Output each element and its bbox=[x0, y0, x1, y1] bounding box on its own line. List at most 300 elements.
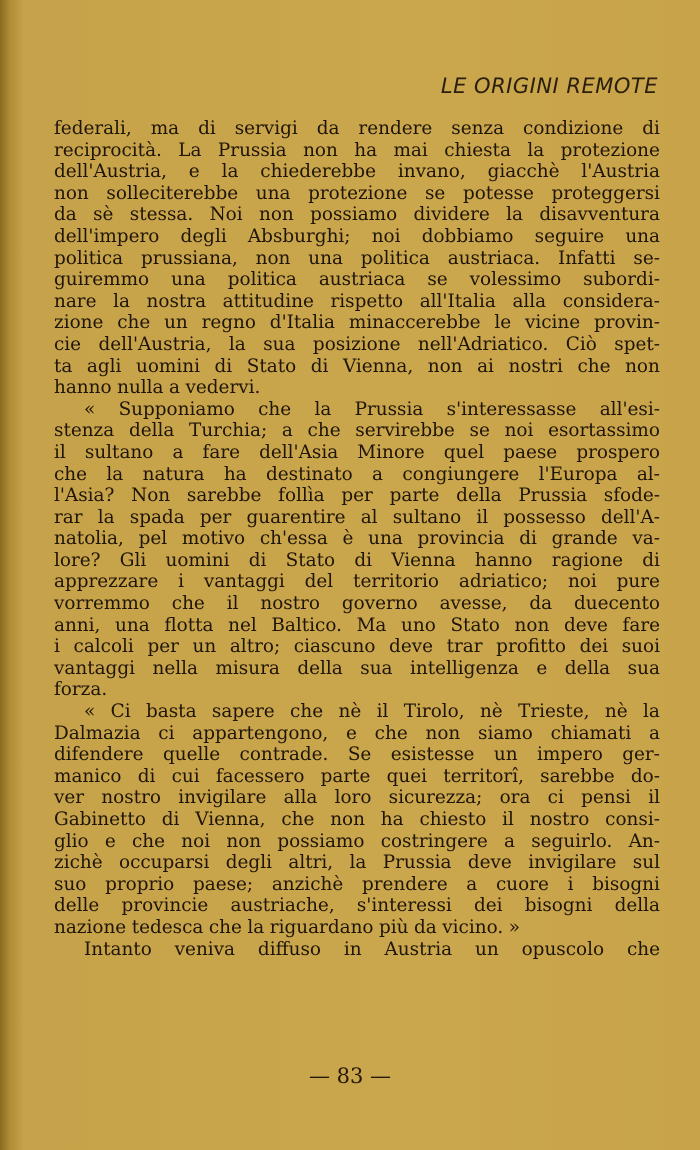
word: la bbox=[506, 204, 524, 226]
word: sè bbox=[93, 204, 114, 226]
text-line bbox=[54, 399, 660, 421]
word: anni, bbox=[54, 614, 101, 636]
word: Ma bbox=[356, 614, 387, 636]
word: nostra bbox=[146, 290, 207, 312]
word: chiamati bbox=[550, 722, 632, 744]
word: siamo bbox=[478, 722, 533, 744]
word: una bbox=[368, 528, 403, 550]
word: natura bbox=[142, 463, 205, 485]
word: se bbox=[424, 182, 446, 204]
word: la bbox=[228, 333, 246, 355]
text-line bbox=[54, 377, 660, 399]
word: glio bbox=[54, 830, 89, 852]
word: i bbox=[178, 571, 184, 593]
word: che bbox=[171, 593, 205, 615]
word: Trieste, bbox=[518, 701, 590, 723]
text-line bbox=[54, 679, 660, 701]
word: la bbox=[642, 701, 660, 723]
word: le bbox=[494, 312, 512, 334]
word: Minore bbox=[357, 441, 425, 463]
word: una bbox=[171, 269, 206, 291]
word: di bbox=[519, 528, 537, 550]
word: nostro bbox=[260, 593, 320, 615]
text-line bbox=[54, 226, 660, 248]
word: possiamo bbox=[310, 204, 398, 226]
word: s'interessi bbox=[356, 895, 452, 917]
word: noi bbox=[181, 830, 211, 852]
word: non bbox=[514, 614, 550, 636]
word: di bbox=[137, 765, 156, 787]
word: possesso bbox=[503, 506, 586, 528]
word: profitto bbox=[496, 636, 566, 658]
text-line bbox=[54, 183, 660, 205]
text-line bbox=[54, 161, 660, 183]
word: trar bbox=[446, 636, 483, 658]
word: rar bbox=[54, 506, 83, 528]
word: di bbox=[642, 549, 660, 571]
word: altri, bbox=[288, 852, 334, 874]
word: per bbox=[199, 506, 232, 528]
word: di bbox=[354, 549, 372, 571]
word: da bbox=[54, 204, 77, 226]
word: prendere bbox=[361, 873, 448, 895]
word: Vienna bbox=[391, 549, 456, 571]
word: provin- bbox=[593, 312, 660, 334]
word: non bbox=[255, 247, 291, 269]
word: esistesse bbox=[390, 744, 475, 766]
word: noi bbox=[504, 420, 534, 442]
word: dei bbox=[473, 895, 503, 917]
word: pensi bbox=[581, 787, 631, 809]
word: solleciterebbe bbox=[106, 182, 239, 204]
word: suo bbox=[54, 873, 87, 895]
word: nostro bbox=[101, 787, 161, 809]
word: del bbox=[304, 571, 334, 593]
text-line bbox=[54, 852, 660, 874]
word: Se bbox=[347, 744, 372, 766]
word: avesse, bbox=[439, 593, 508, 615]
word: follìa bbox=[278, 485, 325, 507]
word: spet- bbox=[614, 333, 660, 355]
word: dell'A- bbox=[601, 506, 660, 528]
text-line bbox=[54, 312, 660, 334]
word: da bbox=[529, 593, 553, 615]
word: territorio bbox=[353, 571, 440, 593]
word: Turchia; bbox=[189, 420, 268, 442]
word: all'esi- bbox=[599, 398, 660, 420]
word: sfode- bbox=[603, 485, 660, 507]
word: possiamo bbox=[277, 830, 365, 852]
word: se bbox=[427, 269, 448, 291]
word: non bbox=[258, 204, 294, 226]
word: chiederebbe bbox=[260, 161, 376, 183]
word: Infatti bbox=[557, 247, 616, 269]
word: da bbox=[316, 118, 340, 139]
word: natolia, bbox=[54, 528, 124, 550]
word: politica bbox=[360, 247, 430, 269]
word: nel bbox=[228, 614, 257, 636]
text-line bbox=[54, 442, 660, 464]
word: noi bbox=[371, 225, 401, 247]
word: vantaggi bbox=[54, 657, 135, 679]
text-line bbox=[54, 248, 660, 270]
word: giacchè bbox=[487, 161, 560, 183]
word: nostri bbox=[508, 355, 563, 377]
word: manico bbox=[54, 765, 122, 787]
word: che bbox=[258, 398, 292, 420]
text-line bbox=[54, 334, 660, 356]
word: politica bbox=[54, 247, 124, 269]
text-line bbox=[54, 831, 660, 853]
word: ch'essa bbox=[259, 528, 328, 550]
word: prussiana, bbox=[141, 247, 238, 269]
word: suoi bbox=[621, 636, 660, 658]
word: basta bbox=[146, 701, 197, 723]
word: a bbox=[172, 441, 184, 463]
word: potesse bbox=[462, 182, 534, 204]
word: duecento bbox=[573, 593, 660, 615]
word: che bbox=[577, 355, 611, 377]
word: calcoli bbox=[73, 636, 134, 658]
word: servirebbe bbox=[355, 420, 455, 442]
word: do- bbox=[630, 765, 660, 787]
word: se- bbox=[633, 247, 660, 269]
word: deve bbox=[389, 636, 433, 658]
word: consi- bbox=[605, 809, 660, 830]
word: motivo bbox=[181, 528, 246, 550]
word: nare bbox=[54, 290, 97, 312]
word: spada bbox=[129, 506, 185, 528]
word: Tirolo, bbox=[403, 701, 465, 723]
word: sua bbox=[627, 657, 660, 679]
word: in bbox=[343, 938, 362, 960]
word: Gabinetto bbox=[54, 809, 146, 830]
word: dei bbox=[579, 636, 609, 658]
word: uomini bbox=[165, 549, 230, 571]
word: che bbox=[626, 938, 660, 960]
word: veniva bbox=[174, 938, 236, 960]
word: Intanto bbox=[84, 938, 152, 960]
text-line bbox=[54, 269, 660, 291]
word: agli bbox=[86, 355, 122, 377]
word: congiungere bbox=[402, 463, 520, 485]
word: ha bbox=[354, 139, 378, 161]
word: che bbox=[132, 830, 166, 852]
word: una bbox=[625, 225, 660, 247]
word: a bbox=[466, 873, 478, 895]
page-number: — 83 — bbox=[308, 1064, 392, 1088]
word: zione bbox=[54, 312, 104, 334]
word: ha bbox=[223, 463, 247, 485]
word: paese bbox=[503, 441, 558, 463]
word: condizione bbox=[523, 118, 624, 139]
word: disavventura bbox=[539, 204, 660, 226]
word: ci bbox=[547, 787, 564, 809]
text-line bbox=[54, 895, 660, 917]
word: alla bbox=[283, 787, 318, 809]
word: austriaca bbox=[318, 269, 406, 291]
word: nè bbox=[604, 701, 628, 723]
word: Absburghi; bbox=[247, 225, 351, 247]
word: la bbox=[106, 463, 124, 485]
word: » bbox=[508, 916, 520, 938]
word: nella bbox=[152, 657, 198, 679]
word: non bbox=[54, 182, 89, 204]
word: di bbox=[214, 355, 233, 377]
word: opuscolo bbox=[521, 938, 605, 960]
word: non bbox=[425, 722, 461, 744]
word: vicino. bbox=[442, 916, 504, 938]
word: dell'Asia bbox=[259, 441, 339, 463]
word: Vienna, bbox=[195, 809, 266, 830]
word: la bbox=[97, 506, 115, 528]
word: e bbox=[346, 722, 357, 744]
word: Supponiamo bbox=[118, 398, 235, 420]
word: grande bbox=[551, 528, 618, 550]
word: l'Europa bbox=[538, 463, 618, 485]
text-line bbox=[54, 571, 660, 593]
text-line bbox=[54, 593, 660, 615]
word: di bbox=[161, 809, 180, 830]
word: Noi bbox=[209, 204, 243, 226]
word: Prussia bbox=[217, 139, 287, 161]
text-line bbox=[54, 550, 660, 572]
text-line bbox=[54, 939, 660, 961]
word: « bbox=[84, 701, 96, 723]
word: la bbox=[314, 398, 332, 420]
word: pure bbox=[616, 571, 660, 593]
word: uno bbox=[401, 614, 436, 636]
word: una bbox=[308, 247, 343, 269]
word: la bbox=[527, 139, 545, 161]
word: il bbox=[226, 593, 239, 615]
word: proteggersi bbox=[551, 182, 660, 204]
word: invigilare bbox=[528, 852, 617, 874]
word: ger- bbox=[622, 744, 660, 766]
word: hanno bbox=[474, 549, 533, 571]
word: proprio bbox=[105, 873, 175, 895]
word: un bbox=[475, 938, 499, 960]
word: ragione bbox=[551, 549, 623, 571]
word: stenza bbox=[54, 420, 115, 442]
text-line bbox=[54, 485, 660, 507]
word: parte bbox=[320, 765, 371, 787]
word: l'Austria bbox=[581, 161, 660, 183]
word: la bbox=[247, 916, 265, 938]
word: d'Italia bbox=[269, 312, 335, 334]
word: Prussia bbox=[354, 398, 424, 420]
word: altro; bbox=[229, 636, 281, 658]
word: protezione bbox=[308, 182, 408, 204]
text-line bbox=[54, 140, 660, 162]
word: quelle bbox=[162, 744, 221, 766]
word: reciprocità. bbox=[54, 139, 162, 161]
word: sultano bbox=[392, 506, 462, 528]
word: che bbox=[281, 809, 315, 830]
word: flotta bbox=[164, 614, 214, 636]
word: non bbox=[303, 139, 338, 161]
word: Ciò bbox=[565, 333, 597, 355]
word: seguire bbox=[534, 225, 605, 247]
word: politica bbox=[227, 269, 297, 291]
word: della bbox=[128, 420, 175, 442]
word: sarebbe bbox=[186, 485, 262, 507]
word: al- bbox=[636, 463, 660, 485]
word: la bbox=[113, 290, 130, 312]
word: anzichè bbox=[271, 873, 344, 895]
word: forza. bbox=[54, 679, 108, 701]
text-line bbox=[54, 636, 660, 658]
word: apprezzare bbox=[54, 571, 159, 593]
word: ciascuno bbox=[293, 636, 376, 658]
word: adriatico; bbox=[458, 571, 549, 593]
word: facessero bbox=[215, 765, 305, 787]
word: chiesto bbox=[419, 809, 487, 830]
word: un bbox=[192, 636, 217, 658]
word: pel bbox=[138, 528, 168, 550]
word: deve bbox=[563, 614, 608, 636]
word: paese; bbox=[192, 873, 254, 895]
word: sicurezza; bbox=[388, 787, 483, 809]
word: austriaca. bbox=[447, 247, 541, 269]
word: Stato bbox=[285, 549, 336, 571]
word: quel bbox=[443, 441, 485, 463]
word: da bbox=[414, 916, 437, 938]
word: diffuso bbox=[257, 938, 321, 960]
word: la bbox=[221, 161, 239, 183]
word: Ci bbox=[110, 701, 131, 723]
word: Vienna, bbox=[342, 355, 414, 377]
word: Stato bbox=[450, 614, 500, 636]
word: un bbox=[164, 312, 188, 334]
word: protezione bbox=[560, 139, 660, 161]
word: hanno bbox=[54, 377, 112, 399]
word: volessimo bbox=[469, 269, 562, 291]
word: « bbox=[84, 398, 96, 420]
word: s'interessasse bbox=[446, 398, 577, 420]
word: vorremmo bbox=[54, 593, 150, 615]
word: va- bbox=[632, 528, 660, 550]
word: i bbox=[54, 636, 60, 658]
text-line bbox=[54, 766, 660, 788]
word: non bbox=[226, 830, 262, 852]
word: provincie bbox=[121, 895, 209, 917]
word: all'Italia bbox=[419, 290, 496, 312]
word: Dalmazia bbox=[54, 722, 141, 744]
word: della bbox=[297, 657, 343, 679]
word: provincia bbox=[417, 528, 505, 550]
word: sarebbe bbox=[540, 765, 615, 787]
body-text bbox=[54, 118, 660, 960]
word: cui bbox=[171, 765, 200, 787]
word: ma bbox=[150, 118, 180, 139]
word: a bbox=[281, 420, 293, 442]
word: nè bbox=[479, 701, 503, 723]
word: prospero bbox=[576, 441, 660, 463]
text-line bbox=[54, 701, 660, 723]
word: invigilare bbox=[178, 787, 267, 809]
word: dell'Austria, bbox=[98, 333, 212, 355]
text-line bbox=[54, 356, 660, 378]
word: non bbox=[330, 809, 365, 830]
word: a bbox=[372, 463, 383, 485]
word: considera- bbox=[562, 290, 660, 312]
word: Prussia bbox=[518, 485, 588, 507]
word: ci bbox=[158, 722, 175, 744]
word: della bbox=[456, 485, 502, 507]
word: fare bbox=[622, 614, 660, 636]
word: rispetto bbox=[330, 290, 404, 312]
word: l'Asia? bbox=[54, 485, 115, 507]
word: vicine bbox=[524, 312, 581, 334]
word: regno bbox=[201, 312, 256, 334]
word: zichè bbox=[54, 852, 103, 874]
word: che bbox=[117, 312, 151, 334]
word: guarentire bbox=[246, 506, 346, 528]
word: occuparsi bbox=[119, 852, 210, 874]
word: seguirlo. bbox=[531, 830, 613, 852]
word: rendere bbox=[358, 118, 433, 139]
word: non bbox=[625, 355, 660, 377]
word: ora bbox=[499, 787, 531, 809]
word: An- bbox=[628, 830, 660, 852]
word: attitudine bbox=[222, 290, 314, 312]
word: nulla bbox=[117, 377, 164, 399]
word: invano, bbox=[397, 161, 466, 183]
word: bisogni bbox=[592, 873, 660, 895]
word: Non bbox=[131, 485, 171, 507]
word: dell'Austria, bbox=[54, 161, 167, 183]
word: quei bbox=[386, 765, 427, 787]
text-line bbox=[54, 291, 660, 313]
word: ta bbox=[54, 355, 73, 377]
text-line bbox=[54, 744, 660, 766]
word: deve bbox=[467, 852, 512, 874]
word: vedervi. bbox=[185, 377, 261, 399]
text-line bbox=[54, 528, 660, 550]
word: della bbox=[564, 657, 611, 679]
text-line bbox=[54, 723, 660, 745]
word: più bbox=[379, 916, 409, 938]
text-line bbox=[54, 917, 660, 939]
word: di bbox=[248, 549, 267, 571]
word: Baltico. bbox=[271, 614, 342, 636]
word: guiremmo bbox=[54, 269, 150, 291]
word: nell'Adriatico. bbox=[417, 333, 549, 355]
word: Stato bbox=[246, 355, 297, 377]
word: il bbox=[648, 787, 660, 809]
word: stessa. bbox=[129, 204, 194, 226]
word: servigi bbox=[234, 118, 298, 139]
text-line bbox=[54, 658, 660, 680]
word: tedesca bbox=[131, 916, 204, 938]
word: che bbox=[208, 916, 242, 938]
word: al bbox=[360, 506, 378, 528]
word: e bbox=[536, 657, 548, 679]
word: il bbox=[476, 506, 489, 528]
word: sua bbox=[360, 657, 393, 679]
word: a bbox=[504, 830, 515, 852]
word: fare bbox=[202, 441, 240, 463]
word: cuore bbox=[495, 873, 549, 895]
word: federali, bbox=[54, 118, 132, 139]
text-line bbox=[54, 464, 660, 486]
word: contrade. bbox=[239, 744, 329, 766]
word: difendere bbox=[54, 744, 144, 766]
word: non bbox=[427, 355, 463, 377]
word: per bbox=[341, 485, 373, 507]
word: di bbox=[198, 118, 216, 139]
